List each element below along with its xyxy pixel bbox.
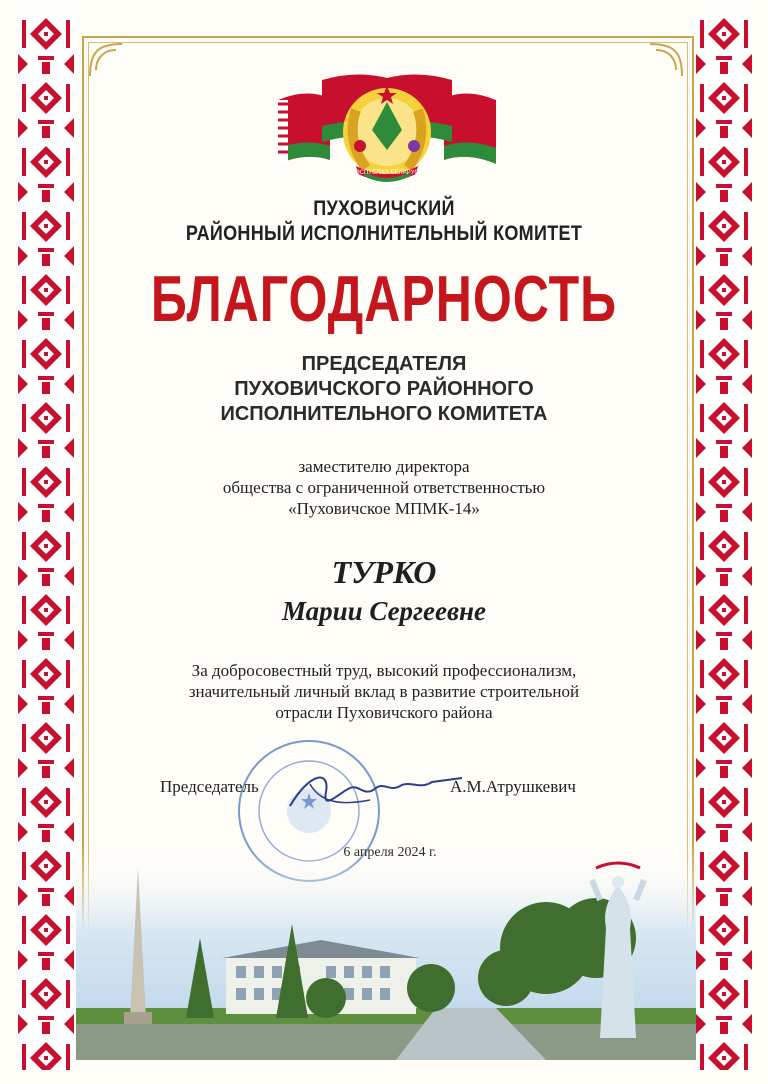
signature-row	[160, 777, 610, 797]
position-line-3: «Пуховичское МПМК-14»	[288, 499, 480, 518]
reason-line-3: отрасли Пуховичского района	[275, 703, 493, 722]
organization-heading	[120, 196, 648, 246]
position-line-2: общества с ограниченной ответственностью	[222, 478, 546, 497]
recipient-given-names: Марии Сергеевне	[281, 596, 487, 626]
reason-line-1: За добросовестный труд, высокий профессионализм,	[191, 661, 577, 680]
chairman-line-3: ИСПОЛНИТЕЛЬНОГО КОМИТЕТА	[220, 403, 548, 425]
chairman-block	[120, 352, 648, 427]
organization-line-2: РАЙОННЫЙ ИСПОЛНИТЕЛЬНЫЙ КОМИТЕТ	[185, 221, 583, 245]
town-landscape-image	[76, 848, 696, 1060]
document-title: БЛАГОДАРНОСТЬ	[150, 262, 618, 336]
chairman-line-2: ПУХОВИЧСКОГО РАЙОННОГО	[234, 378, 534, 400]
organization-line-1: ПУХОВИЧСКИЙ	[313, 196, 455, 220]
recipient-surname: ТУРКО	[331, 554, 437, 590]
reason-text	[120, 660, 648, 723]
ornament-border-right	[696, 14, 752, 1070]
signature-role: Председатель	[160, 777, 259, 796]
recipient-position	[120, 456, 648, 519]
chairman-line-1: ПРЕДСЕДАТЕЛЯ	[301, 353, 467, 375]
reason-line-2: значительный личный вклад в развитие строительной	[188, 682, 580, 701]
corner-flourish-top-left	[86, 40, 126, 80]
signer-name: А.М.Атрушкевич	[450, 777, 576, 796]
corner-flourish-top-right	[646, 40, 686, 80]
emblem-ribbon-text: РЭСПУБЛІКА БЕЛАРУСЬ	[351, 170, 423, 176]
state-emblem	[276, 70, 498, 190]
position-line-1: заместителю директора	[298, 457, 470, 476]
ornament-border-left	[18, 14, 74, 1070]
